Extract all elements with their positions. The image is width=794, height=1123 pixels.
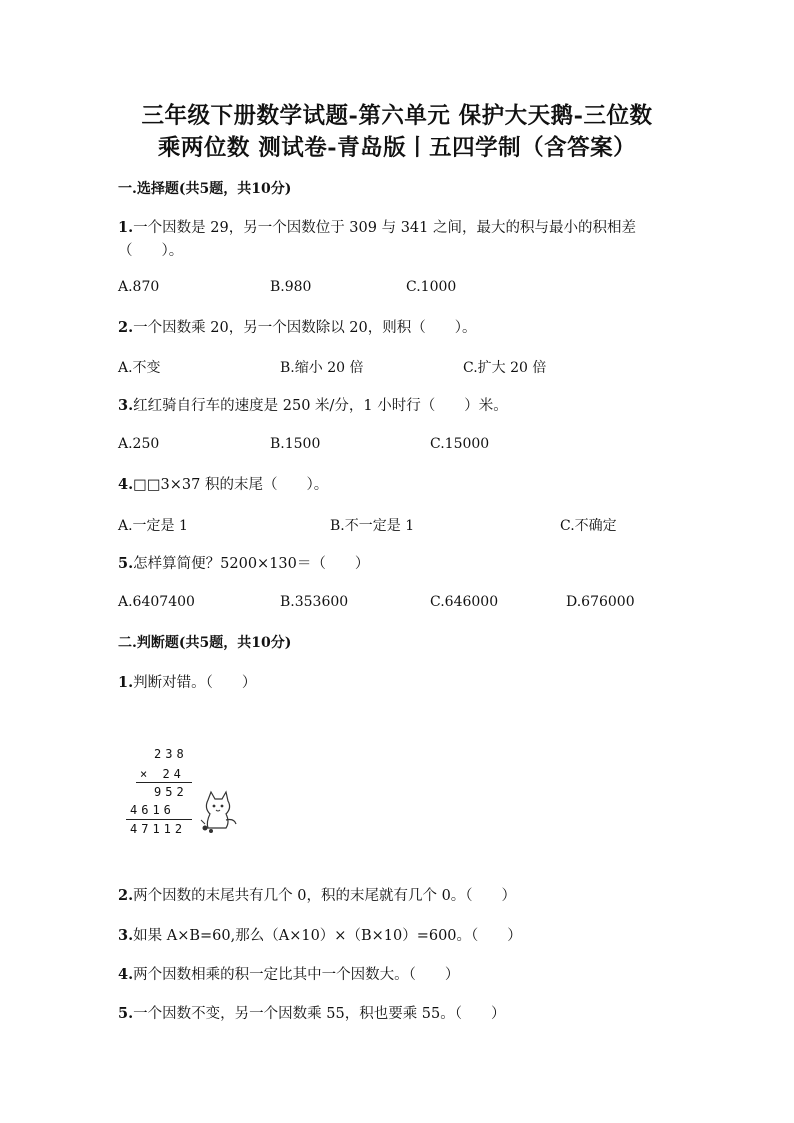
option-a: A.250 <box>118 436 160 452</box>
calc-result: 47112 <box>130 822 187 836</box>
option-b: B.缩小 20 倍 <box>280 360 364 376</box>
question-number: 5. <box>118 1005 134 1022</box>
option-a: A.6407400 <box>118 594 195 610</box>
question-number: 4. <box>118 966 134 983</box>
question-text: □□3×37 积的末尾（ ）。 <box>133 477 329 493</box>
option-c: C.不确定 <box>560 518 617 534</box>
section-heading-choice: 一.选择题(共5题，共10分) <box>118 181 292 197</box>
question-4 <box>118 473 678 497</box>
question-number: 5. <box>118 555 134 572</box>
judgement-4 <box>118 963 678 987</box>
option-a: A.870 <box>118 279 160 295</box>
question-text: 一个因数不变，另一个因数乘 55，积也要乘 55。（ ） <box>133 1006 506 1022</box>
question-number: 3. <box>118 397 134 414</box>
option-c: C.646000 <box>430 594 499 610</box>
question-5 <box>118 552 678 576</box>
judgement-3 <box>118 924 678 948</box>
judgement-5 <box>118 1002 678 1026</box>
section-heading-judgement: 二.判断题(共5题，共10分) <box>118 635 292 651</box>
question-2 <box>118 316 678 340</box>
question-text: 怎样算简便？5200×130＝（ ） <box>133 556 370 572</box>
question-number: 2. <box>118 887 134 904</box>
question-3 <box>118 394 678 418</box>
page-title-line2: 乘两位数 测试卷-青岛版丨五四学制（含答案） <box>157 135 637 161</box>
calc-rule <box>126 819 192 820</box>
option-a: A.一定是 1 <box>118 518 188 534</box>
option-c: C.扩大 20 倍 <box>463 360 547 376</box>
question-number: 2. <box>118 319 134 336</box>
option-a: A.不变 <box>118 360 161 376</box>
calc-multiplier: × 24 <box>140 767 185 781</box>
judgement-1 <box>118 671 678 695</box>
option-b: B.353600 <box>280 594 349 610</box>
option-d: D.676000 <box>566 594 635 610</box>
question-text: 一个因数乘 20，另一个因数除以 20，则积（ ）。 <box>133 320 477 336</box>
question-text: 两个因数的末尾共有几个 0，积的末尾就有几个 0。（ ） <box>133 888 517 904</box>
question-text: 判断对错。（ ） <box>133 675 257 691</box>
question-1 <box>118 216 678 263</box>
calc-rule <box>136 782 192 783</box>
question-number: 1. <box>118 219 134 236</box>
option-b: B.980 <box>270 279 312 295</box>
question-text: 一个因数是 29，另一个因数位于 309 与 341 之间，最大的积与最小的积相差（ ）。 <box>118 220 636 259</box>
calc-partial-2: 4616 <box>130 803 175 817</box>
judgement-2 <box>118 884 678 908</box>
question-number: 3. <box>118 927 134 944</box>
calc-multiplicand: 238 <box>154 747 188 761</box>
page-title-line1: 三年级下册数学试题-第六单元 保护大天鹅-三位数 <box>141 103 653 129</box>
option-c: C.15000 <box>430 436 490 452</box>
question-text: 两个因数相乘的积一定比其中一个因数大。（ ） <box>133 967 460 983</box>
cartoon-cat-icon <box>196 790 240 834</box>
question-number: 1. <box>118 674 134 691</box>
question-number: 4. <box>118 476 134 493</box>
option-b: B.不一定是 1 <box>330 518 415 534</box>
calc-partial-1: 952 <box>154 785 188 799</box>
option-c: C.1000 <box>406 279 457 295</box>
question-text: 如果 A×B=60,那么（A×10）×（B×10）=600。（ ） <box>133 928 522 944</box>
option-b: B.1500 <box>270 436 321 452</box>
question-text: 红红骑自行车的速度是 250 米/分，1 小时行（ ）米。 <box>133 398 508 414</box>
